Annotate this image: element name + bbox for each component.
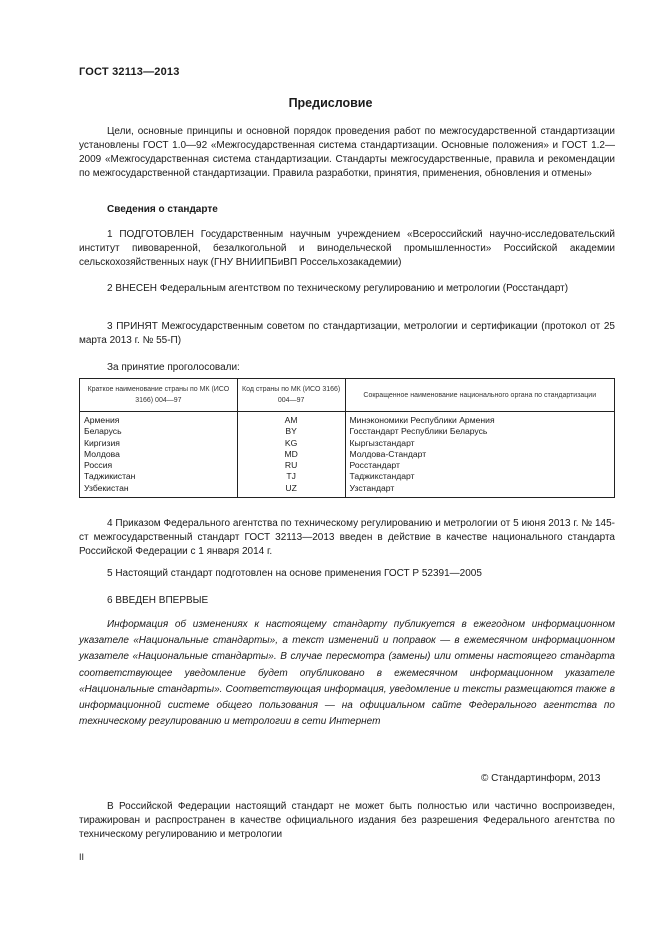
section-title: Сведения о стандарте	[107, 204, 218, 215]
table-row	[80, 412, 615, 427]
item-3-text: 3 ПРИНЯТ Межгосударственным советом по стандартизации, метрологии и сертификации (протокол от 25 марта 2013 г. № 55-П)	[79, 321, 615, 346]
header-country-code: Код страны по МК (ИСО 3166) 004—97	[237, 379, 345, 412]
table-row	[80, 460, 615, 471]
page-title: Предисловие	[288, 96, 373, 110]
country-name-cell: Беларусь	[80, 426, 238, 437]
intro-paragraph	[79, 125, 615, 181]
item-2-text: 2 ВНЕСЕН Федеральным агентством по техническому регулированию и метрологии (Росстандарт)	[107, 283, 569, 294]
standards-body-cell: Госстандарт Республики Беларусь	[345, 426, 614, 437]
table-row	[80, 483, 615, 498]
table-row	[80, 426, 615, 437]
change-notice-text: Информация об изменениях к настоящему стандарту публикуется в ежегодном информационном указателе «Национальные стандарты», а текст изменений и поправок — в ежемесячном информационном указателе «Национальные стандарты». В случае пересмотра (замены) или отмены настоящего стандарта соответствующее уведомление будет опубликовано в ежемесячном информационном указателе «Национальные стандарты». Соответствующая информация, уведомление и тексты размещаются также в информационной системе общего пользования — на официальном сайте Федерального агентства по техническому регулированию и метрологии в сети Интернет	[79, 619, 615, 728]
standards-body-cell: Молдова-Стандарт	[345, 449, 614, 460]
country-name-cell: Россия	[80, 460, 238, 471]
item-1-text: 1 ПОДГОТОВЛЕН Государственным научным учреждением «Всероссийский научно-исследовательский институт пивоваренной, безалкогольной и винодельческой промышленности» Российской академии сельскохозяйственных наук (ГНУ ВНИИПБиВП Россельхозакадемии)	[79, 229, 615, 268]
country-code-cell: AM	[237, 412, 345, 427]
item-3-paragraph	[79, 320, 615, 348]
intro-text: Цели, основные принципы и основной порядок проведения работ по межгосударственной стандартизации установлены ГОСТ 1.0—92 «Межгосударственная система стандартизации. Основные положения» и ГОСТ 1.2—2009 «Межгосударственная система стандартизации. Стандарты межгосударственные, правила и рекомендации по межгосударственной стандартизации. Правила разработки, принятия, применения, обновления и отмены»	[79, 126, 615, 179]
country-code-cell: MD	[237, 449, 345, 460]
document-code-header: ГОСТ 32113—2013	[79, 66, 180, 78]
country-code-cell: KG	[237, 438, 345, 449]
reproduction-restriction-text: В Российской Федерации настоящий стандарт не может быть полностью или частично воспроизведен, тиражирован и распространен в качестве официального издания без разрешения Федерального агентства по техническому регулированию и метрологии	[79, 801, 615, 840]
country-name-cell: Молдова	[80, 449, 238, 460]
country-name-cell: Узбекистан	[80, 483, 238, 498]
table-header-row	[80, 379, 615, 412]
country-name-cell: Таджикистан	[80, 471, 238, 482]
item-6-text: 6 ВВЕДЕН ВПЕРВЫЕ	[107, 595, 209, 606]
country-code-cell: TJ	[237, 471, 345, 482]
table-row	[80, 449, 615, 460]
item-4-text: 4 Приказом Федерального агентства по техническому регулированию и метрологии от 5 июня 2013 г. № 145-ст межгосударственный стандарт ГОСТ 32113—2013 введен в действие в качестве национального стандарта Российской Федерации с 1 января 2014 г.	[79, 518, 615, 557]
copyright-notice: © Стандартинформ, 2013	[481, 773, 601, 784]
country-code-cell: UZ	[237, 483, 345, 498]
standards-body-cell: Узстандарт	[345, 483, 614, 498]
item-5-paragraph	[79, 567, 615, 581]
country-code-cell: BY	[237, 426, 345, 437]
item-6-paragraph	[79, 594, 615, 608]
item-2-paragraph	[79, 282, 615, 296]
vote-label: За принятие проголосовали:	[107, 362, 240, 373]
header-country-name: Краткое наименование страны по МК (ИСО 3166) 004—97	[80, 379, 238, 412]
header-standards-body: Сокращенное наименование национального органа по стандартизации	[345, 379, 614, 412]
page-number: II	[79, 852, 85, 862]
change-notice-paragraph	[79, 617, 615, 730]
standards-body-cell: Росстандарт	[345, 460, 614, 471]
item-4-paragraph	[79, 517, 615, 559]
table-row	[80, 471, 615, 482]
item-1-paragraph	[79, 228, 615, 270]
item-5-text: 5 Настоящий стандарт подготовлен на основе применения ГОСТ Р 52391—2005	[107, 568, 482, 579]
standards-body-cell: Минэкономики Республики Армения	[345, 412, 614, 427]
voting-countries-table	[79, 378, 615, 498]
country-name-cell: Киргизия	[80, 438, 238, 449]
country-code-cell: RU	[237, 460, 345, 471]
standards-body-cell: Таджикстандарт	[345, 471, 614, 482]
country-name-cell: Армения	[80, 412, 238, 427]
standards-body-cell: Кыргызстандарт	[345, 438, 614, 449]
table-row	[80, 438, 615, 449]
reproduction-restriction-paragraph	[79, 800, 615, 842]
